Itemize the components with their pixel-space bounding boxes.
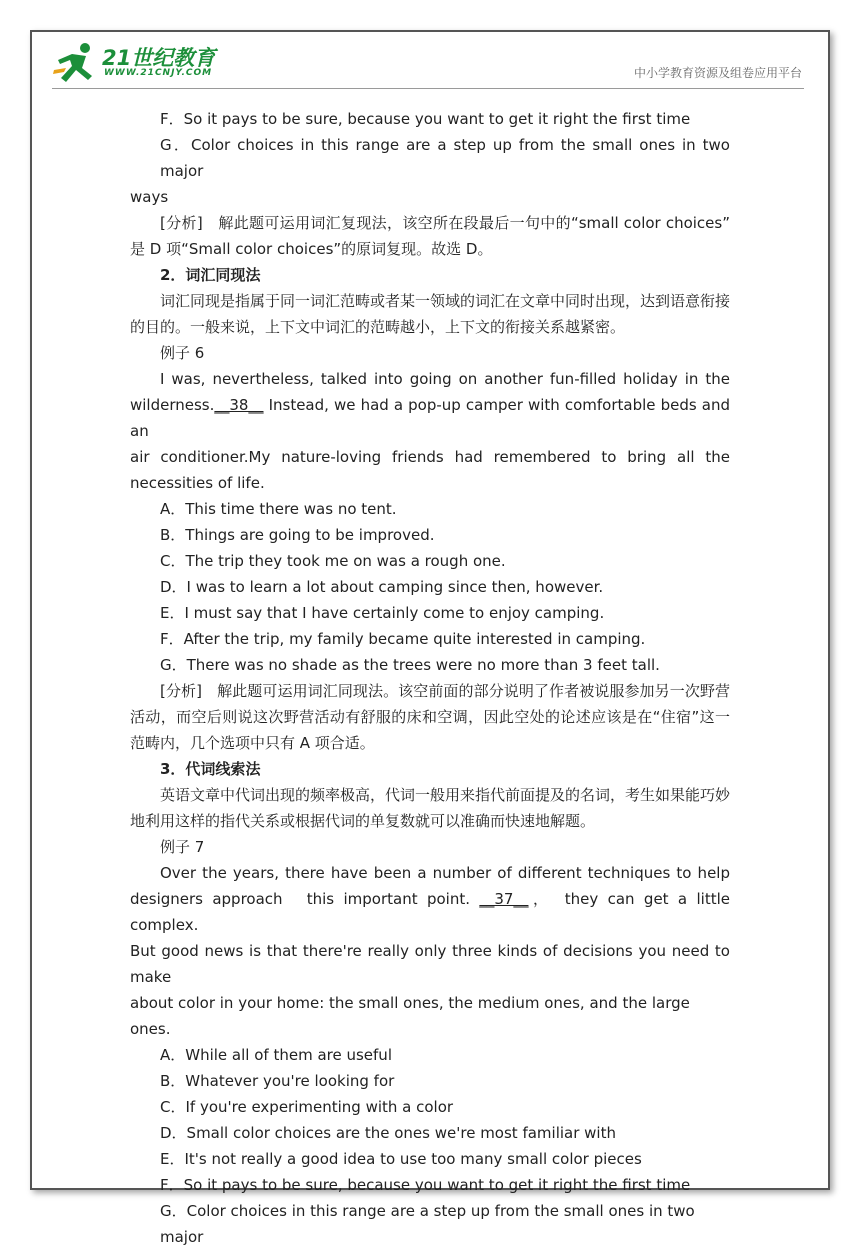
passage-text: ， they can get a little complex. — [130, 890, 730, 934]
passage-text: wilderness. — [130, 396, 215, 414]
passage-line — [130, 886, 730, 938]
analysis-line: 是 D 项“Small color choices”的原词复现。故选 D。 — [130, 240, 493, 258]
page-header — [52, 38, 804, 89]
passage-text: Instead, we had a pop-up camper with comfortable beds and an — [130, 396, 730, 440]
logo-text: 21世纪教育 — [102, 46, 216, 70]
passage-line: air conditioner.My nature‑loving friends had remembered to bring all the — [130, 448, 730, 466]
option-line: A．While all of them are useful — [160, 1046, 392, 1064]
option-line: F．After the trip, my family became quite interested in camping. — [160, 630, 646, 648]
option-line: C．If you're experimenting with a color — [160, 1098, 454, 1116]
option-line: G．Color choices in this range are a step up from the small ones in two major — [160, 136, 730, 180]
desc-line: 英语文章中代词出现的频率极高，代词一般用来指代前面提及的名词，考生如果能巧妙 — [160, 786, 731, 804]
section-heading: 3．代词线索法 — [160, 760, 261, 778]
document-body — [130, 106, 730, 1250]
passage-line: about color in your home: the small ones, the medium ones, and the large ones. — [130, 994, 690, 1038]
answer-blank: __37__ — [479, 890, 529, 908]
option-line: D．I was to learn a lot about camping since then, however. — [160, 578, 604, 596]
passage-line: necessities of life. — [130, 474, 265, 492]
passage-line: Over the years, there have been a number of different techniques to help — [160, 864, 730, 882]
option-line: E．I must say that I have certainly come to enjoy camping. — [160, 604, 605, 622]
example-label: 例子 7 — [160, 838, 205, 856]
logo-url: WWW.21CNJY.COM — [104, 68, 213, 78]
option-line: B．Whatever you're looking for — [160, 1072, 395, 1090]
option-line: E．It's not really a good idea to use too many small color pieces — [160, 1150, 642, 1168]
logo — [52, 38, 232, 86]
passage-text: designers approach this important point. — [130, 890, 480, 908]
passage-line — [130, 392, 730, 444]
analysis-line: 活动，而空后则说这次野营活动有舒服的床和空调，因此空处的论述应该是在“住宿”这一 — [130, 708, 730, 726]
option-line: D．Small color choices are the ones we're most familiar with — [160, 1124, 616, 1142]
option-line: C．The trip they took me on was a rough one. — [160, 552, 506, 570]
desc-line: 地利用这样的指代关系或根据代词的单复数就可以准确而快速地解题。 — [130, 812, 596, 830]
runner-logo-icon — [52, 40, 100, 86]
section-heading: 2．词汇同现法 — [160, 266, 261, 284]
passage-line: I was, nevertheless, talked into going on another fun‑filled holiday in the — [160, 370, 730, 388]
header-tagline: 中小学教育资源及组卷应用平台 — [633, 66, 802, 80]
desc-line: 的目的。一般来说，上下文中词汇的范畴越小，上下文的衔接关系越紧密。 — [130, 318, 626, 336]
option-line: A．This time there was no tent. — [160, 500, 397, 518]
answer-blank: __38__ — [214, 396, 264, 414]
option-line: G．Color choices in this range are a step up from the small ones in two major — [160, 1202, 695, 1246]
analysis-line: [分析] 解此题可运用词汇复现法，该空所在段最后一句中的“small color choices” — [160, 214, 730, 232]
option-line: G．There was no shade as the trees were no more than 3 feet tall. — [160, 656, 660, 674]
example-label: 例子 6 — [160, 344, 205, 362]
option-line: B．Things are going to be improved. — [160, 526, 435, 544]
option-line-tail: ways — [130, 188, 169, 206]
option-line: F．So it pays to be sure, because you want to get it right the first time — [160, 1176, 691, 1194]
analysis-line: [分析] 解此题可运用词汇同现法。该空前面的部分说明了作者被说服参加另一次野营 — [160, 682, 730, 700]
option-line: F．So it pays to be sure, because you want to get it right the first time — [160, 110, 691, 128]
desc-line: 词汇同现是指属于同一词汇范畴或者某一领域的词汇在文章中同时出现，达到语意衔接 — [160, 292, 731, 310]
passage-line: But good news is that there're really only three kinds of decisions you need to make — [130, 942, 730, 986]
analysis-line: 范畴内，几个选项中只有 A 项合适。 — [130, 734, 375, 752]
